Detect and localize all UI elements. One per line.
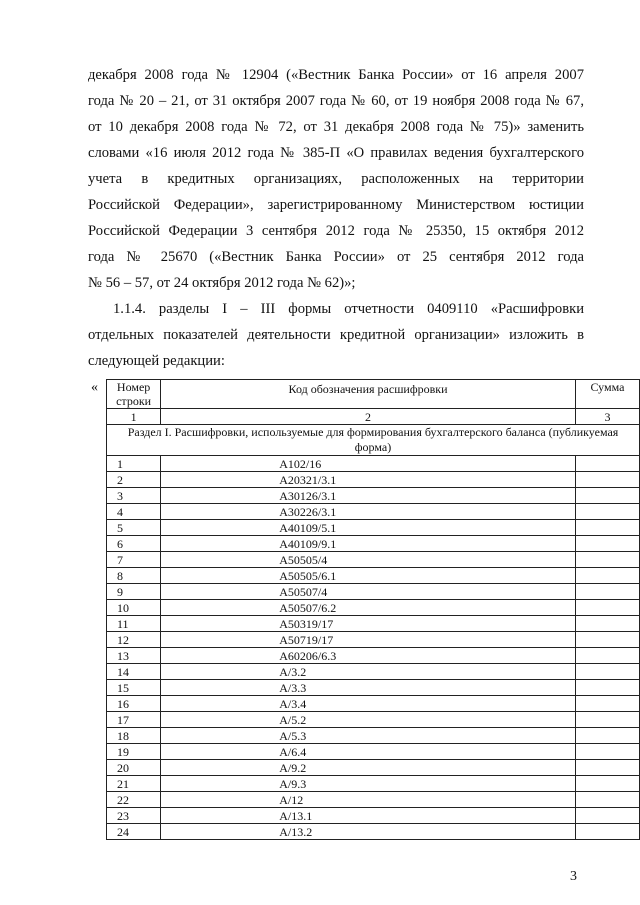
text-line: года № 20 – 21, от 31 октября 2007 года № 60, от 19 ноября 2008 года № 67,: [88, 93, 584, 109]
row-number-cell: 10: [107, 600, 161, 616]
opening-quote-mark: «: [91, 380, 98, 395]
sum-cell: [575, 584, 639, 600]
text-line: Российской Федерации», зарегистрированному Министерством юстиции: [88, 197, 584, 213]
sum-cell: [575, 648, 639, 664]
table-row: [107, 504, 640, 520]
code-cell: А/13.2: [161, 824, 576, 840]
row-number-cell: 24: [107, 824, 161, 840]
row-number-cell: 2: [107, 472, 161, 488]
table-body: [107, 456, 640, 840]
text-line: года № 25670 («Вестник Банка России» от 25 сентября 2012 года: [88, 249, 584, 265]
paragraph-1: [88, 62, 584, 296]
code-cell: А30226/3.1: [161, 504, 576, 520]
code-cell: А50507/4: [161, 584, 576, 600]
sum-cell: [575, 792, 639, 808]
sum-cell: [575, 744, 639, 760]
code-cell: А50505/4: [161, 552, 576, 568]
table-row: [107, 520, 640, 536]
row-number-cell: 7: [107, 552, 161, 568]
table-row: [107, 488, 640, 504]
text-line: Российской Федерации 3 сентября 2012 года № 25350, 15 октября 2012: [88, 223, 584, 239]
table-row: [107, 648, 640, 664]
code-cell: А50505/6.1: [161, 568, 576, 584]
code-cell: А60206/6.3: [161, 648, 576, 664]
table-row: [107, 600, 640, 616]
sum-cell: [575, 760, 639, 776]
code-cell: А/6.4: [161, 744, 576, 760]
table-row: [107, 584, 640, 600]
row-number-cell: 6: [107, 536, 161, 552]
row-number-cell: 12: [107, 632, 161, 648]
code-cell: А102/16: [161, 456, 576, 472]
sum-cell: [575, 728, 639, 744]
sum-cell: [575, 696, 639, 712]
row-number-cell: 22: [107, 792, 161, 808]
sum-cell: [575, 472, 639, 488]
row-number-cell: 14: [107, 664, 161, 680]
row-number-cell: 5: [107, 520, 161, 536]
table-row: [107, 808, 640, 824]
table-row: [107, 792, 640, 808]
sum-cell: [575, 552, 639, 568]
table-row: [107, 696, 640, 712]
text-line: № 56 – 57, от 24 октября 2012 года № 62)»;: [88, 275, 356, 291]
code-cell: А/3.3: [161, 680, 576, 696]
sum-cell: [575, 520, 639, 536]
column-number: 3: [575, 409, 639, 425]
table-row: [107, 456, 640, 472]
column-number: 2: [161, 409, 576, 425]
row-number-cell: 17: [107, 712, 161, 728]
text-line: от 10 декабря 2008 года № 72, от 31 декабря 2008 года № 75)» заменить: [88, 119, 584, 135]
text-line: 1.1.4. разделы I – III формы отчетности 0409110 «Расшифровки: [113, 301, 584, 317]
sum-cell: [575, 488, 639, 504]
row-number-cell: 13: [107, 648, 161, 664]
row-number-cell: 23: [107, 808, 161, 824]
row-number-cell: 8: [107, 568, 161, 584]
sum-cell: [575, 808, 639, 824]
sum-cell: [575, 616, 639, 632]
header-row-number: Номер строки: [107, 380, 161, 409]
sum-cell: [575, 712, 639, 728]
code-cell: А50507/6.2: [161, 600, 576, 616]
page-number: 3: [570, 869, 577, 884]
table-header-row: [107, 380, 640, 409]
sum-cell: [575, 600, 639, 616]
row-number-cell: 15: [107, 680, 161, 696]
table-row: [107, 680, 640, 696]
code-cell: А/9.3: [161, 776, 576, 792]
row-number-cell: 21: [107, 776, 161, 792]
header-sum: Сумма: [575, 380, 639, 409]
paragraph-2: [88, 296, 584, 374]
table-row: [107, 536, 640, 552]
code-cell: А30126/3.1: [161, 488, 576, 504]
row-number-cell: 1: [107, 456, 161, 472]
row-number-cell: 20: [107, 760, 161, 776]
sum-cell: [575, 568, 639, 584]
header-code: Код обозначения расшифровки: [161, 380, 576, 409]
table-row: [107, 824, 640, 840]
table-row: [107, 760, 640, 776]
text-line: следующей редакции:: [88, 353, 225, 369]
table-row: [107, 568, 640, 584]
text-line: декабря 2008 года № 12904 («Вестник Банка России» от 16 апреля 2007: [88, 67, 584, 83]
code-cell: А20321/3.1: [161, 472, 576, 488]
code-cell: А40109/5.1: [161, 520, 576, 536]
table-row: [107, 552, 640, 568]
code-cell: А/3.4: [161, 696, 576, 712]
row-number-cell: 18: [107, 728, 161, 744]
code-cell: А/5.3: [161, 728, 576, 744]
section-title: Раздел I. Расшифровки, используемые для формирования бухгалтерского баланса (публикуемая форма): [107, 425, 640, 456]
table-row: [107, 664, 640, 680]
table-row: [107, 472, 640, 488]
row-number-cell: 4: [107, 504, 161, 520]
row-number-cell: 16: [107, 696, 161, 712]
sum-cell: [575, 456, 639, 472]
text-line: отдельных показателей деятельности кредитной организации» изложить в: [88, 327, 584, 343]
code-cell: А50719/17: [161, 632, 576, 648]
table-row: [107, 616, 640, 632]
row-number-cell: 3: [107, 488, 161, 504]
code-cell: А/5.2: [161, 712, 576, 728]
sum-cell: [575, 776, 639, 792]
text-line: словами «16 июля 2012 года № 385-П «О правилах ведения бухгалтерского: [88, 145, 584, 161]
sum-cell: [575, 680, 639, 696]
table-row: [107, 728, 640, 744]
text-line: учета в кредитных организациях, расположенных на территории: [88, 171, 584, 187]
row-number-cell: 9: [107, 584, 161, 600]
sum-cell: [575, 664, 639, 680]
table-row: [107, 744, 640, 760]
section-title-row: [107, 425, 640, 456]
sum-cell: [575, 824, 639, 840]
row-number-cell: 11: [107, 616, 161, 632]
column-number: 1: [107, 409, 161, 425]
code-cell: А/13.1: [161, 808, 576, 824]
code-cell: А/9.2: [161, 760, 576, 776]
table-row: [107, 776, 640, 792]
column-numbers-row: [107, 409, 640, 425]
row-number-cell: 19: [107, 744, 161, 760]
code-cell: А40109/9.1: [161, 536, 576, 552]
sum-cell: [575, 632, 639, 648]
sum-cell: [575, 504, 639, 520]
decoding-codes-table: [106, 379, 640, 840]
code-cell: А50319/17: [161, 616, 576, 632]
table-row: [107, 632, 640, 648]
sum-cell: [575, 536, 639, 552]
code-cell: А/12: [161, 792, 576, 808]
code-cell: А/3.2: [161, 664, 576, 680]
table-row: [107, 712, 640, 728]
